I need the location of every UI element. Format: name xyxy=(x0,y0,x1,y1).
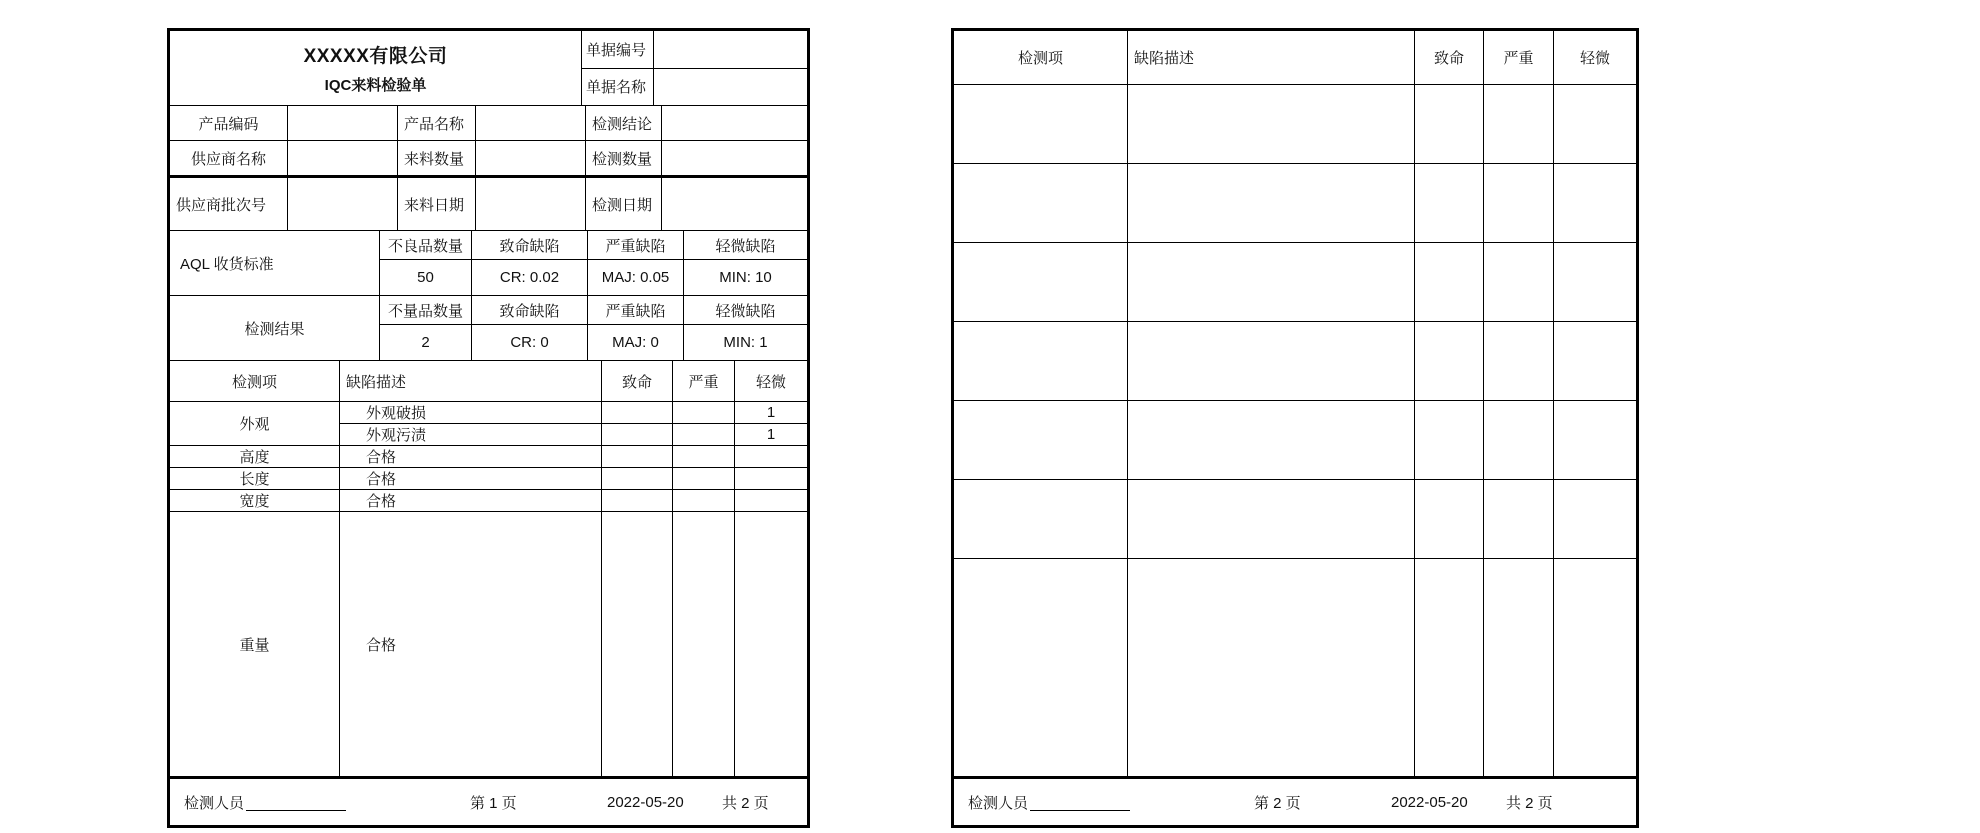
info-row-product xyxy=(170,106,807,141)
aql-standard-label: AQL 收货标准 xyxy=(170,231,380,295)
result-critical-header: 致命缺陷 xyxy=(472,296,588,325)
info-row-supplier xyxy=(170,141,807,178)
supplier-name-value xyxy=(288,141,398,175)
minor-cell xyxy=(1554,85,1636,163)
major-count xyxy=(673,402,735,423)
col-desc-header: 缺陷描述 xyxy=(1128,31,1415,84)
desc-cell xyxy=(1128,559,1415,776)
inspect-conclusion-value xyxy=(662,106,807,140)
product-code-label: 产品编码 xyxy=(170,106,288,140)
detail-table-header xyxy=(170,361,807,402)
form-title: IQC来料检验单 xyxy=(324,77,427,94)
item-cell xyxy=(954,85,1128,163)
desc-cell xyxy=(1128,164,1415,242)
item-label: 宽度 xyxy=(170,490,340,511)
col-desc-header: 缺陷描述 xyxy=(340,361,602,401)
critical-defect-header: 致命缺陷 xyxy=(472,231,588,260)
inspect-qty-label: 检测数量 xyxy=(586,141,662,175)
table-row xyxy=(340,424,807,445)
critical-count xyxy=(602,446,673,467)
col-minor-header: 轻微 xyxy=(1579,50,1610,67)
footer-date: 2022-05-20 xyxy=(607,793,684,811)
page1-header xyxy=(170,31,807,106)
minor-cell xyxy=(1554,243,1636,321)
incoming-date-label: 来料日期 xyxy=(398,178,476,230)
empty-table-row xyxy=(954,164,1636,243)
info-row-batch xyxy=(170,178,807,231)
major-count xyxy=(673,468,735,489)
result-minor-header: 轻微缺陷 xyxy=(684,296,807,325)
defect-desc: 合格 xyxy=(340,512,602,776)
critical-count xyxy=(602,424,673,445)
major-defect-header: 严重缺陷 xyxy=(588,231,684,260)
doc-info-block xyxy=(582,31,807,105)
critical-cell xyxy=(1415,322,1484,400)
incoming-qty-label: 来料数量 xyxy=(398,141,476,175)
major-cell xyxy=(1484,322,1554,400)
inspector-signature-line xyxy=(1030,794,1130,811)
incoming-date-value xyxy=(476,178,586,230)
major-cell xyxy=(1484,559,1554,776)
minor-count xyxy=(735,490,807,511)
col-critical-header: 致命 xyxy=(602,361,673,401)
item-cell xyxy=(954,164,1128,242)
item-cell xyxy=(954,243,1128,321)
critical-count xyxy=(602,490,673,511)
doc-number-row xyxy=(582,31,807,69)
doc-name-label: 单据名称 xyxy=(582,69,654,106)
inspector-label: 检测人员 xyxy=(184,794,245,812)
defect-desc: 外观污渍 xyxy=(340,424,602,445)
result-major-value: MAJ: 0 xyxy=(588,325,684,360)
page-number: 第 2 页 xyxy=(1254,794,1301,812)
critical-cell xyxy=(1415,401,1484,479)
page-1 xyxy=(167,28,810,828)
table-group-height xyxy=(170,446,807,468)
footer-date: 2022-05-20 xyxy=(1391,793,1468,811)
empty-table-row xyxy=(954,322,1636,401)
col-item-header: 检测项 xyxy=(170,361,340,401)
minor-cell xyxy=(1554,401,1636,479)
empty-table-row xyxy=(954,243,1636,322)
inspect-date-label: 检测日期 xyxy=(586,178,662,230)
major-cell xyxy=(1484,480,1554,558)
minor-cell xyxy=(1554,322,1636,400)
supplier-name-label: 供应商名称 xyxy=(170,141,288,175)
col-minor-header: 轻微 xyxy=(755,373,786,391)
page-number: 第 1 页 xyxy=(470,794,517,812)
result-critical-value: CR: 0 xyxy=(472,325,588,360)
item-label: 外观 xyxy=(170,402,340,445)
col-major-header: 严重 xyxy=(1484,31,1554,84)
inspection-result-label: 检测结果 xyxy=(170,296,380,360)
defect-desc: 合格 xyxy=(340,446,602,467)
col-major-header: 严重 xyxy=(673,361,735,401)
minor-count xyxy=(735,512,807,776)
empty-table-row xyxy=(954,85,1636,164)
major-defect-value: MAJ: 0.05 xyxy=(588,260,684,295)
inspect-qty-value xyxy=(662,141,807,175)
minor-cell xyxy=(1554,480,1636,558)
item-label: 高度 xyxy=(170,446,340,467)
page2-table-header xyxy=(954,31,1636,85)
major-cell xyxy=(1484,85,1554,163)
item-cell xyxy=(954,401,1128,479)
desc-cell xyxy=(1128,243,1415,321)
table-group-length xyxy=(170,468,807,490)
defect-desc: 合格 xyxy=(340,490,602,511)
table-row xyxy=(340,490,807,511)
critical-count xyxy=(602,512,673,776)
defect-qty-header: 不良品数量 xyxy=(380,231,472,260)
critical-cell xyxy=(1415,164,1484,242)
item-cell xyxy=(954,322,1128,400)
table-row xyxy=(340,446,807,467)
defect-qty-value: 50 xyxy=(380,260,472,295)
desc-cell xyxy=(1128,85,1415,163)
inspector-field xyxy=(184,779,346,825)
total-pages: 共 2 页 xyxy=(722,794,769,812)
doc-name-value xyxy=(654,69,807,106)
inspector-label: 检测人员 xyxy=(968,794,1029,812)
table-row xyxy=(340,512,807,776)
supplier-batch-value xyxy=(288,178,398,230)
empty-table-row xyxy=(954,401,1636,480)
item-cell xyxy=(954,480,1128,558)
desc-cell xyxy=(1128,322,1415,400)
product-code-value xyxy=(288,106,398,140)
minor-count: 1 xyxy=(766,426,776,443)
incoming-qty-value xyxy=(476,141,586,175)
minor-defect-value: MIN: 10 xyxy=(719,269,772,286)
aql-standard-section xyxy=(170,231,807,296)
critical-cell xyxy=(1415,559,1484,776)
critical-count xyxy=(602,468,673,489)
doc-name-row xyxy=(582,69,807,106)
major-cell xyxy=(1484,164,1554,242)
critical-cell xyxy=(1415,480,1484,558)
empty-table-row xyxy=(954,480,1636,559)
result-defect-qty-value: 2 xyxy=(380,325,472,360)
total-pages: 共 2 页 xyxy=(1506,794,1553,812)
company-name: XXXXX有限公司 xyxy=(303,46,448,67)
doc-number-value xyxy=(654,31,807,68)
major-count xyxy=(673,512,735,776)
inspector-field xyxy=(968,779,1130,825)
major-count xyxy=(673,424,735,445)
major-cell xyxy=(1484,243,1554,321)
table-group-width xyxy=(170,490,807,512)
critical-cell xyxy=(1415,85,1484,163)
empty-table-row xyxy=(954,559,1636,776)
defect-desc: 合格 xyxy=(340,468,602,489)
page2-footer xyxy=(954,776,1636,825)
item-label: 长度 xyxy=(170,468,340,489)
table-row xyxy=(340,468,807,489)
critical-cell xyxy=(1415,243,1484,321)
inspect-conclusion-label: 检测结论 xyxy=(586,106,662,140)
critical-count xyxy=(602,402,673,423)
result-major-header: 严重缺陷 xyxy=(588,296,684,325)
result-defect-qty-header: 不量品数量 xyxy=(380,296,472,325)
product-name-value xyxy=(476,106,586,140)
major-cell xyxy=(1484,401,1554,479)
product-name-label: 产品名称 xyxy=(398,106,476,140)
inspect-date-value xyxy=(662,178,807,230)
page-2 xyxy=(951,28,1639,828)
col-item-header: 检测项 xyxy=(954,31,1128,84)
minor-count xyxy=(735,446,807,467)
table-group-appearance xyxy=(170,402,807,446)
minor-count xyxy=(735,468,807,489)
page1-footer xyxy=(170,776,807,825)
minor-defect-header: 轻微缺陷 xyxy=(684,231,807,260)
col-critical-header: 致命 xyxy=(1415,31,1484,84)
desc-cell xyxy=(1128,480,1415,558)
critical-defect-value: CR: 0.02 xyxy=(472,260,588,295)
item-label: 重量 xyxy=(170,512,340,776)
desc-cell xyxy=(1128,401,1415,479)
table-group-weight xyxy=(170,512,807,776)
doc-number-label: 单据编号 xyxy=(582,31,654,68)
inspection-result-section xyxy=(170,296,807,361)
inspector-signature-line xyxy=(246,794,346,811)
minor-cell xyxy=(1554,559,1636,776)
minor-cell xyxy=(1554,164,1636,242)
table-row xyxy=(340,402,807,424)
result-minor-value: MIN: 1 xyxy=(723,334,768,351)
major-count xyxy=(673,446,735,467)
item-cell xyxy=(954,559,1128,776)
defect-desc: 外观破损 xyxy=(340,402,602,423)
supplier-batch-label: 供应商批次号 xyxy=(170,178,288,230)
title-block xyxy=(170,31,582,105)
major-count xyxy=(673,490,735,511)
minor-count: 1 xyxy=(766,404,776,421)
